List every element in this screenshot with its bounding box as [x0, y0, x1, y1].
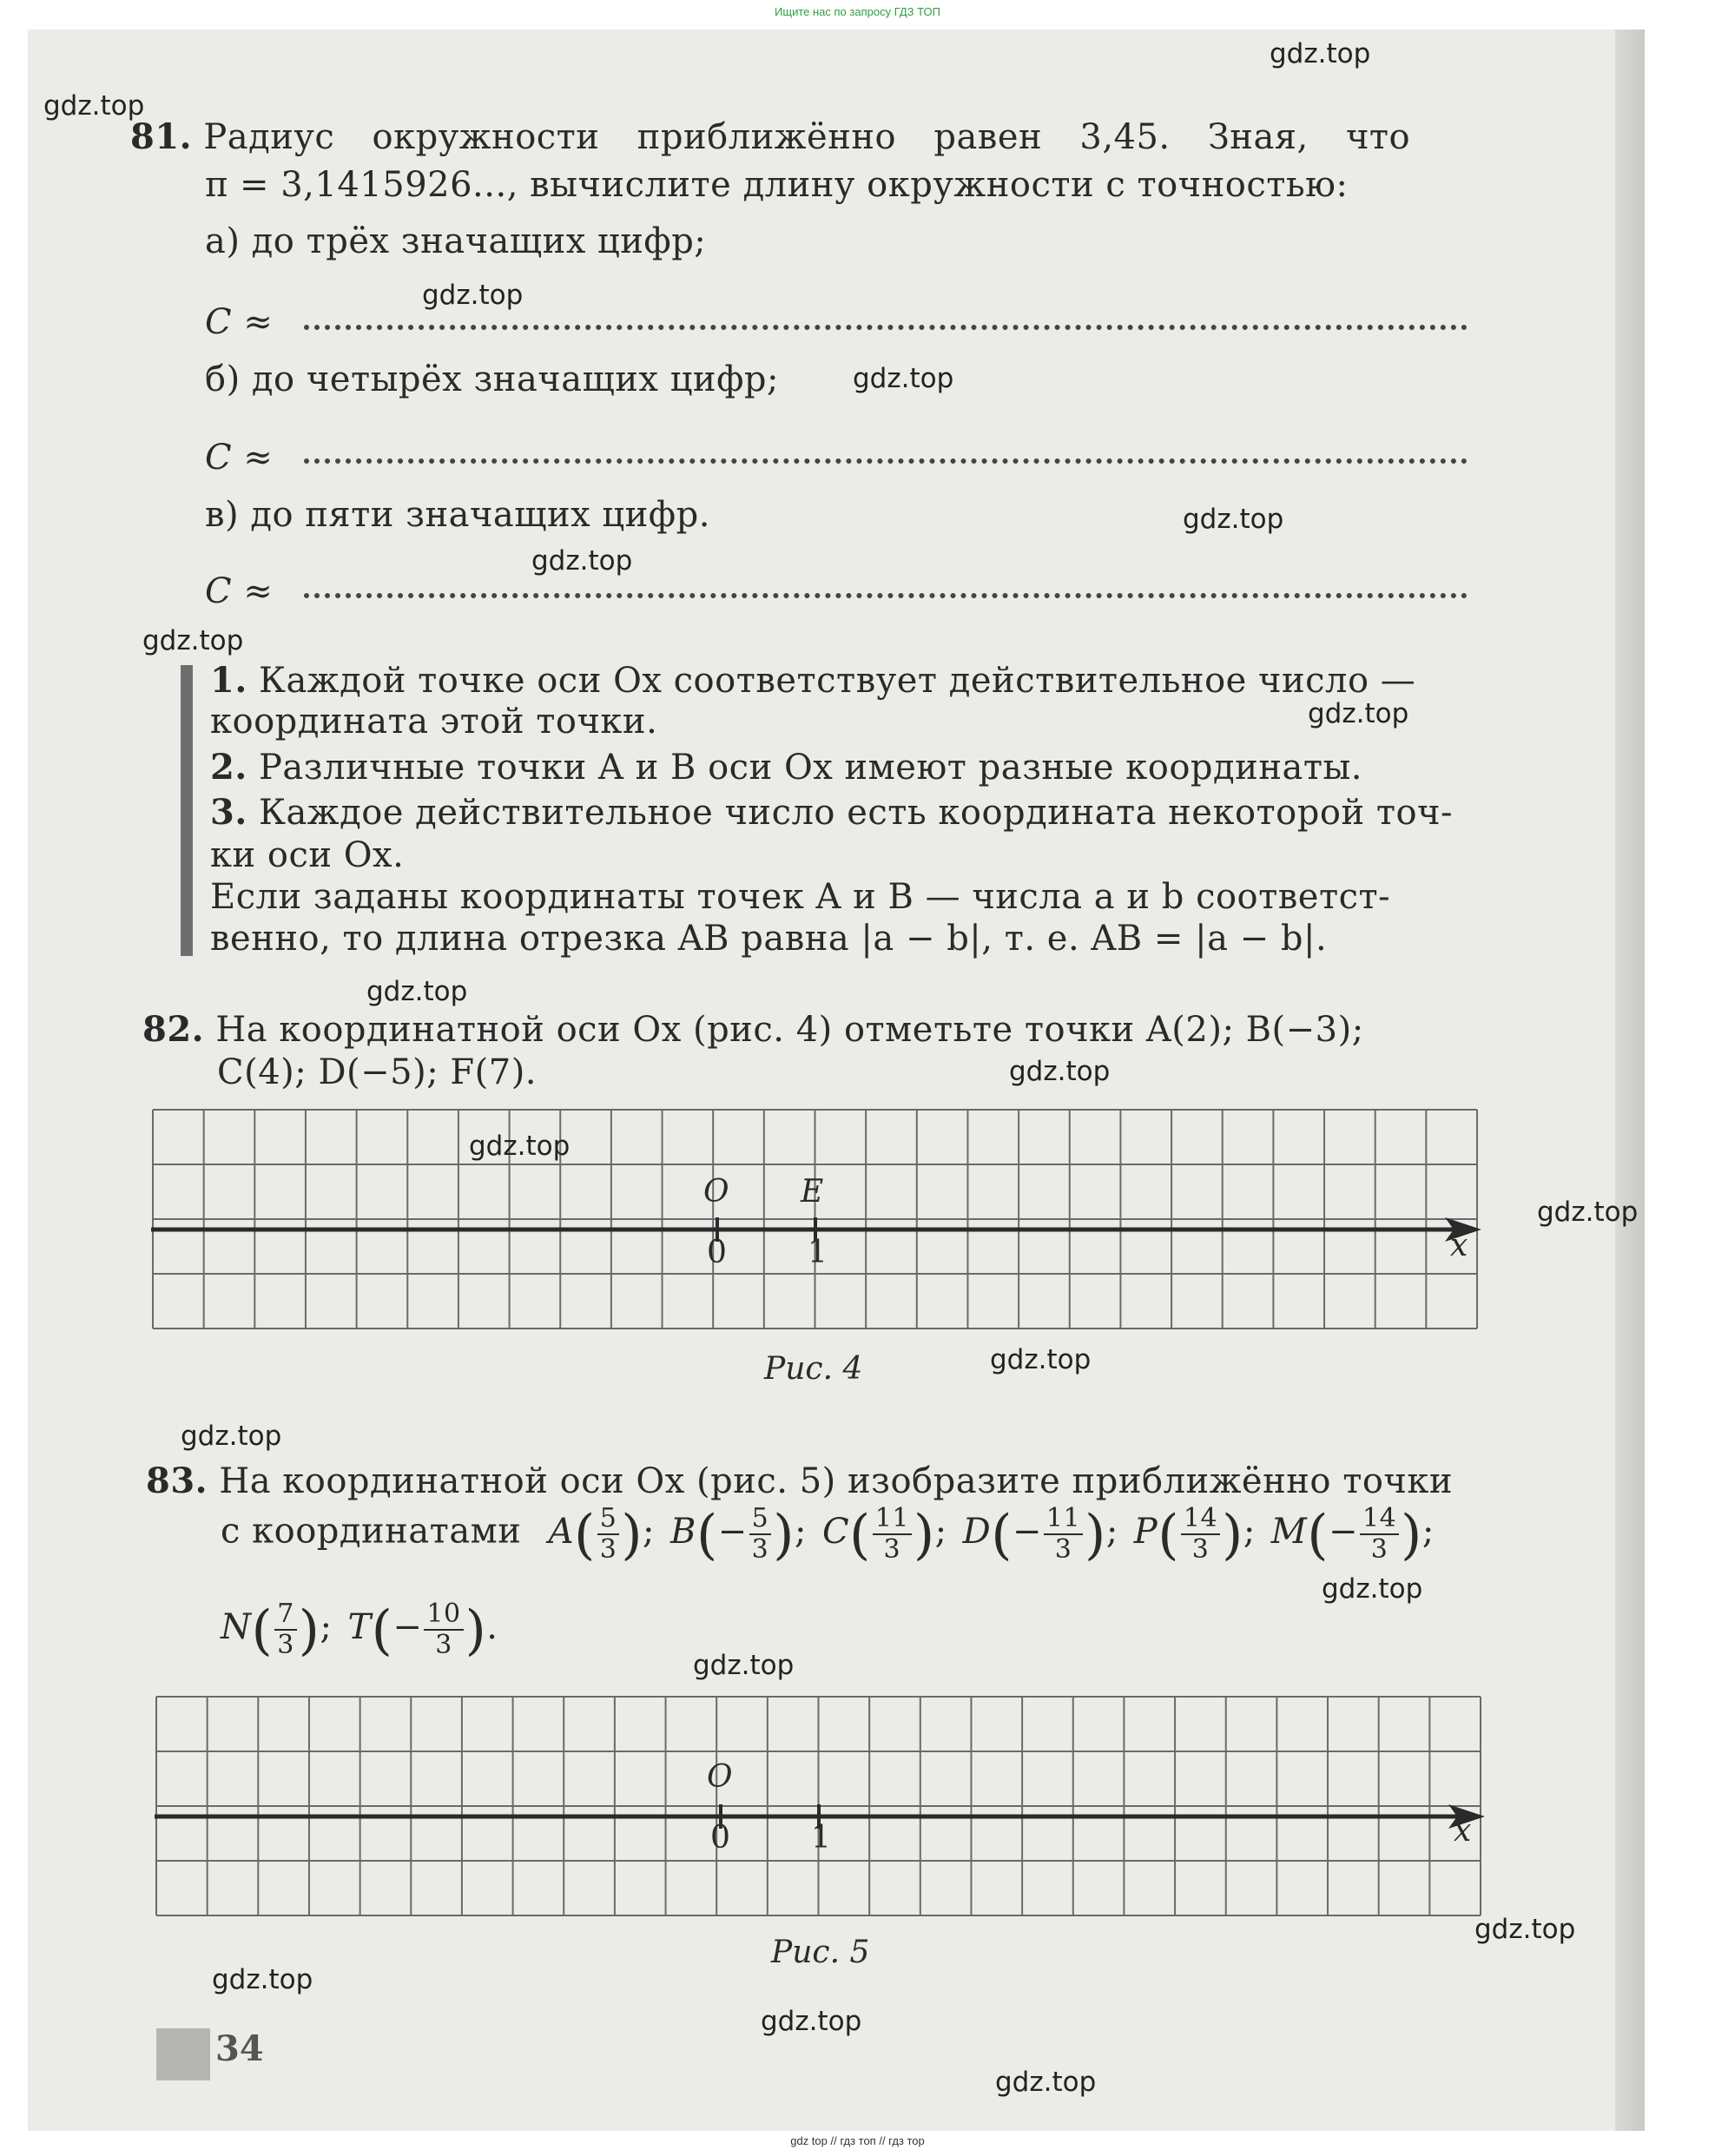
watermark: gdz.top: [761, 2006, 862, 2037]
point-sign: −: [392, 1606, 423, 1647]
rule-2-number: 2.: [210, 747, 247, 788]
rule-1-line2: координата этой точки.: [210, 702, 658, 742]
watermark: gdz.top: [1537, 1197, 1639, 1228]
fig5-label-one: 1: [811, 1820, 832, 1856]
ex81-answer-c-label: C ≈: [205, 571, 274, 611]
fig4-label-x: x: [1450, 1228, 1468, 1263]
point-d: D(− $\frac{11}{3}$ );: [962, 1502, 1118, 1566]
watermark: gdz.top: [1322, 1573, 1423, 1605]
rule-4-line1: Если заданы координаты точек A и B — числа a и b соответст-: [210, 877, 1391, 917]
watermark: gdz.top: [1183, 504, 1284, 535]
fig5-label-x: x: [1454, 1813, 1472, 1849]
rule-1-number: 1.: [210, 660, 247, 701]
ex81-answer-c-dots[interactable]: [304, 593, 1468, 598]
ex81-answer-b-label: C ≈: [205, 438, 274, 478]
fig5-grid[interactable]: [155, 1695, 1492, 1921]
rule-3-text-1: Каждое действительное число есть координата некоторой точ-: [258, 793, 1453, 833]
ex83-number: 83.: [146, 1460, 208, 1501]
point-fraction: $\frac{5}{3}$: [749, 1504, 772, 1565]
watermark: gdz.top: [469, 1131, 571, 1162]
watermark: gdz.top: [142, 625, 244, 656]
top-note: Ищите нас по запросу ГДЗ ТОП: [775, 5, 940, 18]
ex81-line1: [130, 116, 1410, 157]
rule-2-text: Различные точки A и B оси Ox имеют разные координаты.: [258, 748, 1363, 788]
point-name: P: [1133, 1511, 1158, 1552]
ex81-option-a: а) до трёх значащих цифр;: [205, 221, 707, 261]
point-fraction: $\frac{14}{3}$: [1181, 1504, 1220, 1565]
point-name: B: [670, 1511, 696, 1552]
fig4-label-zero: 0: [707, 1235, 728, 1270]
ex83-points-row2: [221, 1598, 498, 1661]
ex83-points-row1: [533, 1502, 1435, 1566]
point-fraction: $\frac{10}{3}$: [424, 1599, 463, 1660]
point-name: A: [548, 1511, 575, 1552]
point-b: B(− $\frac{5}{3}$ );: [670, 1502, 807, 1566]
fig4-label-E: E: [801, 1174, 824, 1210]
ex82-line2: C(4); D(−5); F(7).: [217, 1052, 538, 1092]
point-name: C: [821, 1511, 850, 1552]
rules-side-bar: [181, 665, 193, 956]
point-p: P( $\frac{14}{3}$ );: [1133, 1502, 1256, 1566]
rule-1-text-1: Каждой точке оси Ox соответствует действительное число —: [258, 661, 1416, 701]
point-sign: −: [717, 1511, 748, 1552]
point-fraction: $\frac{11}{3}$: [873, 1504, 912, 1565]
point-t: T(− $\frac{10}{3}$ ).: [347, 1598, 498, 1661]
point-sign: −: [1012, 1511, 1042, 1552]
watermark: gdz.top: [1009, 1056, 1111, 1087]
rule-2: [210, 747, 1362, 788]
ex81-line2: π = 3,1415926..., вычислите длину окружности с точностью:: [205, 165, 1349, 205]
point-fraction: $\frac{7}{3}$: [274, 1599, 297, 1660]
ex81-number: 81.: [130, 116, 193, 157]
ex83-line3: [221, 1598, 498, 1661]
watermark: gdz.top: [531, 545, 633, 577]
fig4-label-O: O: [703, 1174, 729, 1210]
watermark: gdz.top: [181, 1421, 282, 1452]
ex82-line1: [142, 1009, 1364, 1050]
watermark: gdz.top: [1270, 38, 1371, 69]
ex81-answer-a-label: C ≈: [205, 302, 274, 342]
page-number: 34: [215, 2028, 264, 2069]
watermark: gdz.top: [1308, 698, 1409, 729]
ex81-answer-b-dots[interactable]: [304, 458, 1468, 464]
fig4-label-one: 1: [808, 1235, 828, 1270]
rule-3-line1: [210, 792, 1453, 833]
point-name: D: [962, 1511, 992, 1552]
watermark: gdz.top: [212, 1964, 313, 1995]
watermark: gdz.top: [995, 2067, 1097, 2098]
watermark: gdz.top: [1474, 1914, 1576, 1945]
ex81-answer-a-dots[interactable]: [304, 325, 1468, 330]
fig4-caption: Рис. 4: [764, 1351, 863, 1387]
point-name: N: [221, 1606, 252, 1647]
point-name: T: [347, 1606, 372, 1647]
point-a: A( $\frac{5}{3}$ );: [548, 1502, 656, 1566]
point-sign: −: [1328, 1511, 1358, 1552]
rule-1-line1: [210, 660, 1415, 701]
ex83-text-1: На координатной оси Ox (рис. 5) изобразите приближённо точки: [219, 1461, 1454, 1501]
ex81-option-b: б) до четырёх значащих цифр;: [205, 359, 779, 399]
rule-3-number: 3.: [210, 792, 247, 833]
fig5-label-O: O: [707, 1759, 733, 1795]
point-m: M(− $\frac{14}{3}$ );: [1270, 1502, 1435, 1566]
point-n: N( $\frac{7}{3}$ );: [221, 1598, 333, 1661]
watermark: gdz.top: [366, 976, 468, 1007]
ex81-text-1: Радиус окружности приближённо равен 3,45. Зная, что: [203, 117, 1411, 157]
ex83-line2: [221, 1502, 1435, 1566]
fig5-caption: Рис. 5: [771, 1935, 870, 1970]
watermark: gdz.top: [43, 90, 145, 122]
fig5-label-zero: 0: [710, 1820, 731, 1856]
ex82-text-1: На координатной оси Ox (рис. 4) отметьте точки A(2); B(−3);: [215, 1010, 1364, 1050]
ex82-number: 82.: [142, 1009, 205, 1050]
bottom-note: gdz top // гдз топ // гдз тор: [790, 2134, 925, 2147]
ex81-option-c: в) до пяти значащих цифр.: [205, 495, 710, 535]
point-fraction: $\frac{14}{3}$: [1360, 1504, 1399, 1565]
watermark: gdz.top: [990, 1344, 1092, 1375]
watermark: gdz.top: [693, 1650, 795, 1681]
point-fraction: $\frac{5}{3}$: [597, 1504, 620, 1565]
page-spine-shadow: [1615, 30, 1645, 2131]
rule-3-line2: ки оси Ox.: [210, 835, 405, 875]
watermark: gdz.top: [422, 280, 524, 311]
fig4-grid[interactable]: [151, 1108, 1488, 1334]
point-fraction: $\frac{11}{3}$: [1044, 1504, 1083, 1565]
point-name: M: [1270, 1511, 1308, 1552]
page-number-box: [156, 2028, 210, 2080]
rule-4-line2: венно, то длина отрезка AB равна |a − b|, т. е. AB = |a − b|.: [210, 919, 1328, 959]
watermark: gdz.top: [853, 363, 954, 394]
ex83-line1: [146, 1460, 1453, 1501]
point-c: C( $\frac{11}{3}$ );: [821, 1502, 947, 1566]
ex83-coords-intro: с координатами: [221, 1511, 522, 1552]
